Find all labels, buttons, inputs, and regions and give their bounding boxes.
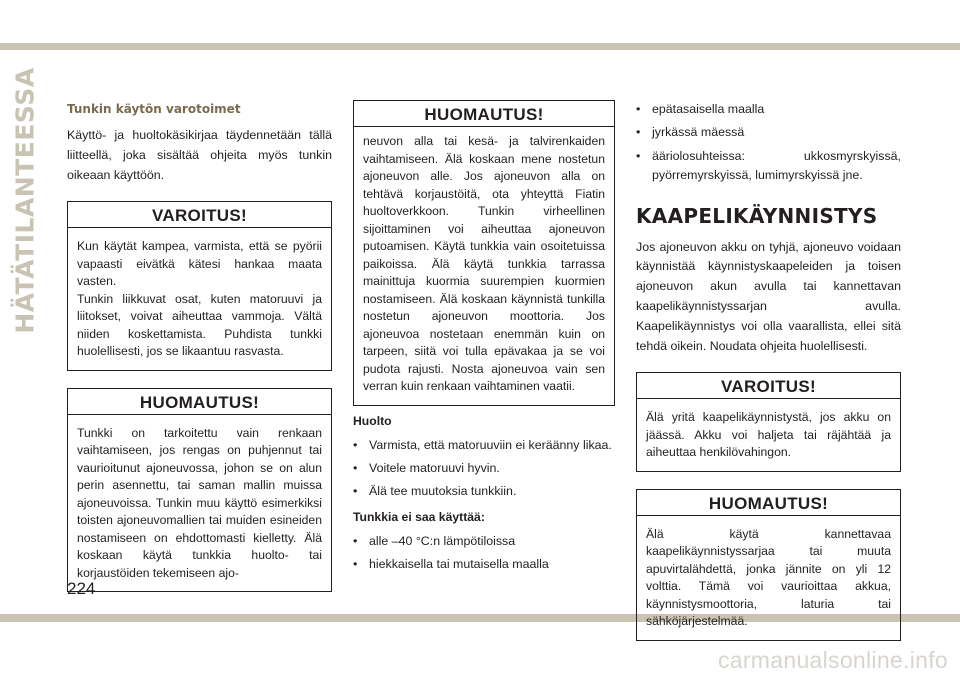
- warning-title: VAROITUS!: [68, 202, 331, 228]
- notice-box-jack: [67, 388, 332, 593]
- section-tab-label: HÄTÄTILANTEESSA: [10, 66, 40, 334]
- warning-text-1: Kun käytät kampea, varmista, että se pyörii vapaasti eivätkä kätesi hankaa maata vasten.: [77, 239, 322, 289]
- column-3: [636, 100, 901, 641]
- jack-precautions-heading: Tunkin käytön varotoimet: [67, 102, 241, 116]
- notice-box-jump-start: [636, 489, 901, 641]
- column-1: [67, 100, 332, 592]
- jump-start-intro: Jos ajoneuvon akku on tyhjä, ajoneuvo voidaan käynnistää käynnistyskaapeleiden ja toisen ajoneuvon akun avulla tai kannettavan kaapelikäynnistyssarjan avulla. Kaapelikäynnistys voi olla vaarallista, ellei sitä tehdä oikein. Noudata ohjeita huolellisesti.: [636, 239, 901, 353]
- warning-box-jack: [67, 201, 332, 371]
- list-item: • hiekkaisella tai mutaisella maalla: [353, 555, 615, 574]
- notice-text-continued: neuvon alla tai kesä- ja talvirenkaiden vaihtamiseen. Älä koskaan mene nostetun ajoneuvon alle. Jos ajoneuvon alla on tehtävä korjaustöitä, ota yhteyttä Fiatin huoltoverkkoon. Tunkin virheellinen sijoittaminen voi aiheuttaa ajoneuvon putoamisen. Käytä tunkkia vain osoitetuissa paikoissa. Älä käytä tunkkia tarrassa mainittuja kuormia suurempien kuormien nostamiseen. Älä koskaan käynnistä tunkilla nostetun ajoneuvon moottoria. Jos ajoneuvoa nostetaan enemmän kuin on tarpeen, siitä voi tulla epävakaa ja se voi pudota rajusti. Nosta ajoneuvoa vain sen verran kuin renkaan vaihtaminen vaatii.: [363, 134, 605, 393]
- notice-box-continued: [353, 100, 615, 406]
- notice-text: Tunkki on tarkoitettu vain renkaan vaihtamiseen, jos rengas on puhjennut tai vaurioitunut ajoneuvossa, johon se on alun perin asennettu, tai saman mallin muissa ajoneuvoissa. Tunkin muu käyttö esimerkiksi toisten ajoneuvomallien tai muiden esineiden nostamiseen on ehdottomasti kielletty. Älä koskaan käytä tunkkia huolto- tai korjaustöiden tekemiseen ajo-: [77, 425, 322, 580]
- column-2: [353, 100, 615, 579]
- list-item: • epätasaisella maalla: [636, 100, 901, 119]
- list-item: • Varmista, että matoruuviin ei keräänny likaa.: [353, 436, 615, 455]
- top-band: [0, 43, 960, 50]
- list-item: • Voitele matoruuvi hyvin.: [353, 459, 615, 478]
- warning-text-2: Tunkin liikkuvat osat, kuten matoruuvi ja liitokset, voivat aiheuttaa vammoja. Vältä niiden koskettamista. Puhdista tunkki huolellisesti, jos se likaantuu rasvasta.: [77, 291, 322, 359]
- notice-title: HUOMAUTUS!: [637, 490, 900, 516]
- warning-box-jump-start: [636, 372, 901, 472]
- list-item: • Älä tee muutoksia tunkkiin.: [353, 482, 615, 501]
- notice-title: HUOMAUTUS!: [68, 389, 331, 415]
- warning-text: Älä yritä kaapelikäynnistystä, jos akku on jäässä. Akku voi haljeta tai räjähtää ja aiheuttaa henkilövahingon.: [646, 410, 891, 460]
- warning-title: VAROITUS!: [637, 373, 900, 399]
- watermark: carmanualsonline.info: [717, 647, 948, 673]
- avoid-label: Tunkkia ei saa käyttää:: [353, 509, 485, 524]
- list-item: • ääriolosuhteissa: ukkosmyrskyissä, pyörremyrskyissä, lumimyrskyissä jne.: [636, 147, 901, 186]
- page-number: 224: [67, 579, 96, 598]
- notice-title: HUOMAUTUS!: [354, 101, 614, 127]
- jack-intro-text: Käyttö- ja huoltokäsikirjaa täydennetään tällä liitteellä, joka sisältää ohjeita myös tunkin oikeaan käyttöön.: [67, 128, 332, 182]
- list-item: • alle –40 °C:n lämpötiloissa: [353, 532, 615, 551]
- section-tab: [4, 66, 46, 334]
- jump-start-heading: KAAPELIKÄYNNISTYS: [636, 203, 878, 228]
- notice-text: Älä käytä kannettavaa kaapelikäynnistyssarjaa tai muuta apuvirtalähdettä, jonka jännite on yli 12 volttia. Tämä voi vaurioittaa akkua, käynnistysmoottoria, laturia tai sähköjärjestelmää.: [646, 526, 891, 629]
- list-item: • jyrkässä mäessä: [636, 123, 901, 142]
- maintenance-label: Huolto: [353, 413, 392, 428]
